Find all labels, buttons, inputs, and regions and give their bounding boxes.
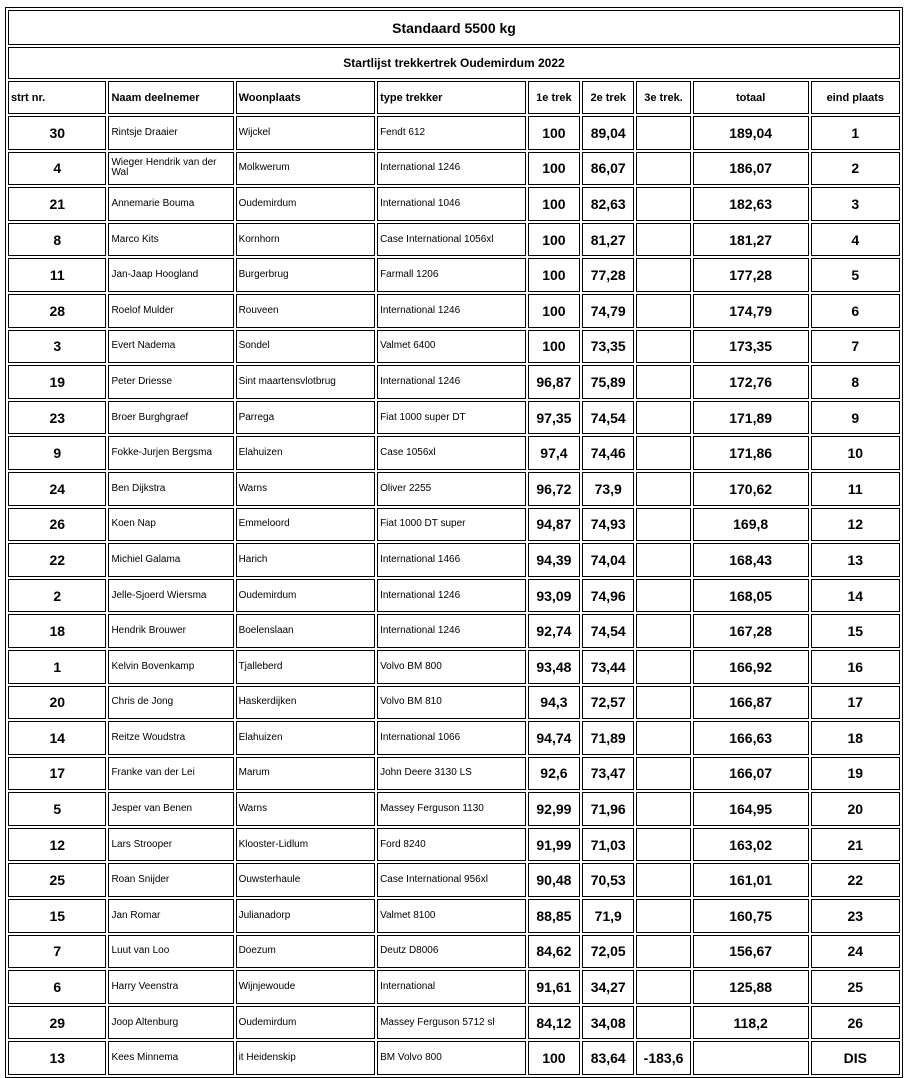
table-row [8, 365, 900, 399]
cell-participant-name: Jan-Jaap Hoogland [108, 258, 233, 292]
cell-pull-2: 70,53 [582, 863, 634, 897]
cell-pull-3 [636, 579, 690, 613]
cell-pull-1: 97,35 [528, 401, 580, 435]
cell-final-rank: 4 [811, 223, 900, 257]
cell-residence: Emmeloord [236, 508, 375, 542]
cell-start-nr: 9 [8, 436, 106, 470]
cell-pull-3 [636, 436, 690, 470]
cell-tractor-type: Ford 8240 [377, 828, 526, 862]
cell-pull-2: 34,08 [582, 1006, 634, 1040]
cell-start-nr: 11 [8, 258, 106, 292]
cell-tractor-type: Case 1056xl [377, 436, 526, 470]
table-row [8, 863, 900, 897]
cell-pull-1: 96,72 [528, 472, 580, 506]
cell-pull-3 [636, 686, 690, 720]
cell-pull-1: 100 [528, 187, 580, 221]
cell-tractor-type: Case International 956xl [377, 863, 526, 897]
header-pull-1: 1e trek [528, 81, 580, 114]
header-start-nr: strt nr. [8, 81, 106, 114]
cell-residence: Klooster-Lidlum [236, 828, 375, 862]
table-row [8, 187, 900, 221]
cell-start-nr: 6 [8, 970, 106, 1004]
cell-start-nr: 1 [8, 650, 106, 684]
cell-final-rank: 24 [811, 935, 900, 969]
cell-residence: Parrega [236, 401, 375, 435]
cell-pull-3 [636, 721, 690, 755]
cell-start-nr: 14 [8, 721, 106, 755]
cell-residence: Rouveen [236, 294, 375, 328]
cell-final-rank: 2 [811, 152, 900, 186]
cell-start-nr: 20 [8, 686, 106, 720]
cell-pull-3 [636, 935, 690, 969]
cell-pull-2: 74,04 [582, 543, 634, 577]
cell-residence: Sondel [236, 330, 375, 364]
cell-pull-3 [636, 294, 690, 328]
cell-tractor-type: International 1246 [377, 294, 526, 328]
table-row [8, 828, 900, 862]
cell-pull-2: 77,28 [582, 258, 634, 292]
cell-pull-3 [636, 970, 690, 1004]
cell-start-nr: 29 [8, 1006, 106, 1040]
cell-tractor-type: International 1066 [377, 721, 526, 755]
table-row [8, 757, 900, 791]
table-subtitle: Startlijst trekkertrek Oudemirdum 2022 [8, 47, 900, 79]
cell-final-rank: 9 [811, 401, 900, 435]
cell-pull-1: 94,3 [528, 686, 580, 720]
cell-participant-name: Annemarie Bouma [108, 187, 233, 221]
cell-pull-1: 100 [528, 223, 580, 257]
cell-final-rank: 12 [811, 508, 900, 542]
cell-final-rank: 13 [811, 543, 900, 577]
cell-residence: Doezum [236, 935, 375, 969]
cell-total: 166,92 [693, 650, 809, 684]
cell-tractor-type: International 1246 [377, 365, 526, 399]
cell-tractor-type: International [377, 970, 526, 1004]
cell-tractor-type: Case International 1056xl [377, 223, 526, 257]
cell-tractor-type: Massey Ferguson 1130 [377, 792, 526, 826]
cell-tractor-type: International 1246 [377, 614, 526, 648]
cell-pull-3 [636, 187, 690, 221]
cell-pull-2: 73,44 [582, 650, 634, 684]
cell-residence: Oudemirdum [236, 187, 375, 221]
cell-participant-name: Broer Burghgraef [108, 401, 233, 435]
cell-tractor-type: Fendt 612 [377, 116, 526, 150]
cell-total: 156,67 [693, 935, 809, 969]
cell-pull-1: 100 [528, 330, 580, 364]
cell-final-rank: 6 [811, 294, 900, 328]
cell-pull-1: 92,74 [528, 614, 580, 648]
cell-final-rank: 25 [811, 970, 900, 1004]
cell-pull-3 [636, 508, 690, 542]
cell-final-rank: 14 [811, 579, 900, 613]
cell-pull-1: 100 [528, 116, 580, 150]
cell-residence: Haskerdijken [236, 686, 375, 720]
header-tractor-type: type trekker [377, 81, 526, 114]
cell-residence: it Heidenskip [236, 1041, 375, 1075]
cell-total: 168,43 [693, 543, 809, 577]
cell-pull-3 [636, 401, 690, 435]
cell-start-nr: 17 [8, 757, 106, 791]
cell-pull-2: 72,05 [582, 935, 634, 969]
header-final-rank: eind plaats [811, 81, 900, 114]
cell-final-rank: 21 [811, 828, 900, 862]
header-pull-2: 2e trek [582, 81, 634, 114]
cell-total: 181,27 [693, 223, 809, 257]
table-row [8, 686, 900, 720]
cell-total [693, 1041, 809, 1075]
cell-tractor-type: Valmet 8100 [377, 899, 526, 933]
cell-total: 171,86 [693, 436, 809, 470]
cell-final-rank: 18 [811, 721, 900, 755]
cell-tractor-type: International 1246 [377, 152, 526, 186]
table-row [8, 1041, 900, 1075]
cell-final-rank: 26 [811, 1006, 900, 1040]
cell-participant-name: Rintsje Draaier [108, 116, 233, 150]
table-row [8, 116, 900, 150]
cell-start-nr: 5 [8, 792, 106, 826]
cell-final-rank: DIS [811, 1041, 900, 1075]
cell-total: 125,88 [693, 970, 809, 1004]
cell-residence: Oudemirdum [236, 1006, 375, 1040]
cell-pull-2: 74,54 [582, 614, 634, 648]
cell-participant-name: Koen Nap [108, 508, 233, 542]
cell-pull-1: 93,09 [528, 579, 580, 613]
cell-residence: Molkwerum [236, 152, 375, 186]
cell-participant-name: Chris de Jong [108, 686, 233, 720]
cell-pull-3: -183,6 [636, 1041, 690, 1075]
cell-tractor-type: Valmet 6400 [377, 330, 526, 364]
cell-pull-1: 100 [528, 1041, 580, 1075]
cell-final-rank: 5 [811, 258, 900, 292]
cell-final-rank: 15 [811, 614, 900, 648]
cell-pull-1: 94,87 [528, 508, 580, 542]
cell-participant-name: Jelle-Sjoerd Wiersma [108, 579, 233, 613]
cell-final-rank: 23 [811, 899, 900, 933]
cell-tractor-type: Fiat 1000 DT super [377, 508, 526, 542]
cell-residence: Elahuizen [236, 436, 375, 470]
cell-residence: Julianadorp [236, 899, 375, 933]
table-row [8, 258, 900, 292]
cell-pull-3 [636, 330, 690, 364]
cell-final-rank: 10 [811, 436, 900, 470]
table-title: Standaard 5500 kg [8, 10, 900, 45]
cell-final-rank: 17 [811, 686, 900, 720]
cell-pull-2: 73,47 [582, 757, 634, 791]
cell-pull-2: 83,64 [582, 1041, 634, 1075]
cell-pull-3 [636, 223, 690, 257]
cell-pull-3 [636, 614, 690, 648]
cell-total: 166,07 [693, 757, 809, 791]
header-name: Naam deelnemer [108, 81, 233, 114]
cell-residence: Marum [236, 757, 375, 791]
cell-pull-1: 93,48 [528, 650, 580, 684]
cell-participant-name: Kees Minnema [108, 1041, 233, 1075]
cell-participant-name: Jan Romar [108, 899, 233, 933]
cell-tractor-type: Fiat 1000 super DT [377, 401, 526, 435]
cell-pull-2: 82,63 [582, 187, 634, 221]
table-row [8, 223, 900, 257]
cell-pull-3 [636, 543, 690, 577]
cell-pull-2: 75,89 [582, 365, 634, 399]
cell-total: 161,01 [693, 863, 809, 897]
cell-participant-name: Reitze Woudstra [108, 721, 233, 755]
cell-residence: Warns [236, 792, 375, 826]
cell-participant-name: Roelof Mulder [108, 294, 233, 328]
cell-residence: Elahuizen [236, 721, 375, 755]
cell-residence: Oudemirdum [236, 579, 375, 613]
cell-pull-1: 84,62 [528, 935, 580, 969]
cell-total: 118,2 [693, 1006, 809, 1040]
table-row [8, 579, 900, 613]
cell-pull-3 [636, 472, 690, 506]
cell-participant-name: Hendrik Brouwer [108, 614, 233, 648]
cell-start-nr: 25 [8, 863, 106, 897]
cell-residence: Burgerbrug [236, 258, 375, 292]
cell-pull-2: 73,35 [582, 330, 634, 364]
cell-start-nr: 26 [8, 508, 106, 542]
cell-participant-name: Ben Dijkstra [108, 472, 233, 506]
cell-participant-name: Wieger Hendrik van der Wal [108, 152, 233, 186]
cell-pull-3 [636, 757, 690, 791]
cell-pull-1: 96,87 [528, 365, 580, 399]
results-table [5, 7, 903, 1078]
cell-tractor-type: Volvo BM 800 [377, 650, 526, 684]
cell-pull-3 [636, 863, 690, 897]
cell-start-nr: 12 [8, 828, 106, 862]
cell-participant-name: Luut van Loo [108, 935, 233, 969]
cell-participant-name: Roan Snijder [108, 863, 233, 897]
table-row [8, 330, 900, 364]
cell-final-rank: 3 [811, 187, 900, 221]
cell-final-rank: 20 [811, 792, 900, 826]
cell-tractor-type: Volvo BM 810 [377, 686, 526, 720]
cell-total: 186,07 [693, 152, 809, 186]
cell-total: 171,89 [693, 401, 809, 435]
header-total: totaal [693, 81, 809, 114]
cell-pull-1: 100 [528, 152, 580, 186]
cell-residence: Kornhorn [236, 223, 375, 257]
cell-pull-3 [636, 258, 690, 292]
cell-final-rank: 7 [811, 330, 900, 364]
cell-total: 189,04 [693, 116, 809, 150]
cell-participant-name: Michiel Galama [108, 543, 233, 577]
cell-pull-2: 74,96 [582, 579, 634, 613]
table-row [8, 614, 900, 648]
cell-participant-name: Harry Veenstra [108, 970, 233, 1004]
cell-tractor-type: Oliver 2255 [377, 472, 526, 506]
table-row [8, 294, 900, 328]
cell-pull-2: 34,27 [582, 970, 634, 1004]
cell-start-nr: 22 [8, 543, 106, 577]
cell-start-nr: 13 [8, 1041, 106, 1075]
cell-start-nr: 15 [8, 899, 106, 933]
cell-pull-2: 81,27 [582, 223, 634, 257]
cell-tractor-type: Massey Ferguson 5712 sl [377, 1006, 526, 1040]
header-row [8, 81, 900, 114]
cell-start-nr: 28 [8, 294, 106, 328]
table-row [8, 970, 900, 1004]
table-row [8, 899, 900, 933]
cell-total: 182,63 [693, 187, 809, 221]
table-row [8, 650, 900, 684]
cell-start-nr: 3 [8, 330, 106, 364]
cell-pull-2: 74,79 [582, 294, 634, 328]
cell-total: 170,62 [693, 472, 809, 506]
cell-pull-1: 92,99 [528, 792, 580, 826]
cell-residence: Wijckel [236, 116, 375, 150]
header-residence: Woonplaats [236, 81, 375, 114]
cell-total: 166,63 [693, 721, 809, 755]
cell-participant-name: Fokke-Jurjen Bergsma [108, 436, 233, 470]
cell-pull-1: 94,74 [528, 721, 580, 755]
cell-total: 163,02 [693, 828, 809, 862]
cell-pull-2: 89,04 [582, 116, 634, 150]
table-row [8, 508, 900, 542]
cell-total: 164,95 [693, 792, 809, 826]
cell-pull-1: 97,4 [528, 436, 580, 470]
cell-pull-2: 86,07 [582, 152, 634, 186]
table-row [8, 436, 900, 470]
cell-pull-1: 88,85 [528, 899, 580, 933]
cell-participant-name: Marco Kits [108, 223, 233, 257]
cell-pull-2: 71,03 [582, 828, 634, 862]
cell-total: 169,8 [693, 508, 809, 542]
cell-final-rank: 8 [811, 365, 900, 399]
cell-pull-2: 74,54 [582, 401, 634, 435]
cell-pull-3 [636, 1006, 690, 1040]
cell-participant-name: Evert Nadema [108, 330, 233, 364]
cell-total: 160,75 [693, 899, 809, 933]
cell-start-nr: 7 [8, 935, 106, 969]
cell-total: 177,28 [693, 258, 809, 292]
cell-tractor-type: John Deere 3130 LS [377, 757, 526, 791]
cell-pull-2: 73,9 [582, 472, 634, 506]
cell-pull-1: 84,12 [528, 1006, 580, 1040]
cell-start-nr: 19 [8, 365, 106, 399]
cell-tractor-type: International 1046 [377, 187, 526, 221]
cell-pull-1: 92,6 [528, 757, 580, 791]
cell-start-nr: 8 [8, 223, 106, 257]
cell-start-nr: 23 [8, 401, 106, 435]
cell-start-nr: 18 [8, 614, 106, 648]
cell-pull-3 [636, 828, 690, 862]
cell-pull-2: 72,57 [582, 686, 634, 720]
cell-tractor-type: International 1246 [377, 579, 526, 613]
table-row [8, 935, 900, 969]
cell-final-rank: 22 [811, 863, 900, 897]
cell-pull-3 [636, 792, 690, 826]
cell-total: 174,79 [693, 294, 809, 328]
table-row [8, 1006, 900, 1040]
cell-pull-3 [636, 116, 690, 150]
cell-participant-name: Joop Altenburg [108, 1006, 233, 1040]
cell-participant-name: Peter Driesse [108, 365, 233, 399]
cell-tractor-type: Farmall 1206 [377, 258, 526, 292]
cell-participant-name: Jesper van Benen [108, 792, 233, 826]
cell-pull-3 [636, 152, 690, 186]
table-row [8, 472, 900, 506]
cell-pull-1: 91,99 [528, 828, 580, 862]
cell-pull-3 [636, 650, 690, 684]
cell-participant-name: Franke van der Lei [108, 757, 233, 791]
cell-start-nr: 2 [8, 579, 106, 613]
cell-pull-2: 71,89 [582, 721, 634, 755]
cell-pull-2: 71,9 [582, 899, 634, 933]
cell-pull-1: 91,61 [528, 970, 580, 1004]
table-row [8, 792, 900, 826]
cell-start-nr: 30 [8, 116, 106, 150]
table-row [8, 543, 900, 577]
cell-pull-3 [636, 899, 690, 933]
table-row [8, 152, 900, 186]
cell-pull-1: 100 [528, 258, 580, 292]
cell-total: 173,35 [693, 330, 809, 364]
cell-total: 167,28 [693, 614, 809, 648]
cell-pull-3 [636, 365, 690, 399]
cell-residence: Warns [236, 472, 375, 506]
cell-pull-1: 100 [528, 294, 580, 328]
cell-residence: Tjalleberd [236, 650, 375, 684]
cell-tractor-type: Deutz D8006 [377, 935, 526, 969]
cell-pull-2: 74,93 [582, 508, 634, 542]
cell-tractor-type: International 1466 [377, 543, 526, 577]
cell-start-nr: 24 [8, 472, 106, 506]
cell-residence: Wijnjewoude [236, 970, 375, 1004]
cell-participant-name: Lars Strooper [108, 828, 233, 862]
cell-pull-1: 90,48 [528, 863, 580, 897]
cell-total: 168,05 [693, 579, 809, 613]
cell-pull-1: 94,39 [528, 543, 580, 577]
cell-final-rank: 11 [811, 472, 900, 506]
cell-start-nr: 4 [8, 152, 106, 186]
cell-total: 172,76 [693, 365, 809, 399]
table-row [8, 721, 900, 755]
cell-final-rank: 16 [811, 650, 900, 684]
cell-pull-2: 74,46 [582, 436, 634, 470]
cell-tractor-type: BM Volvo 800 [377, 1041, 526, 1075]
cell-residence: Sint maartensvlotbrug [236, 365, 375, 399]
cell-final-rank: 1 [811, 116, 900, 150]
cell-final-rank: 19 [811, 757, 900, 791]
cell-start-nr: 21 [8, 187, 106, 221]
cell-total: 166,87 [693, 686, 809, 720]
table-row [8, 401, 900, 435]
cell-pull-2: 71,96 [582, 792, 634, 826]
header-pull-3: 3e trek. [636, 81, 690, 114]
cell-residence: Harich [236, 543, 375, 577]
cell-participant-name: Kelvin Bovenkamp [108, 650, 233, 684]
cell-residence: Ouwsterhaule [236, 863, 375, 897]
cell-residence: Boelenslaan [236, 614, 375, 648]
